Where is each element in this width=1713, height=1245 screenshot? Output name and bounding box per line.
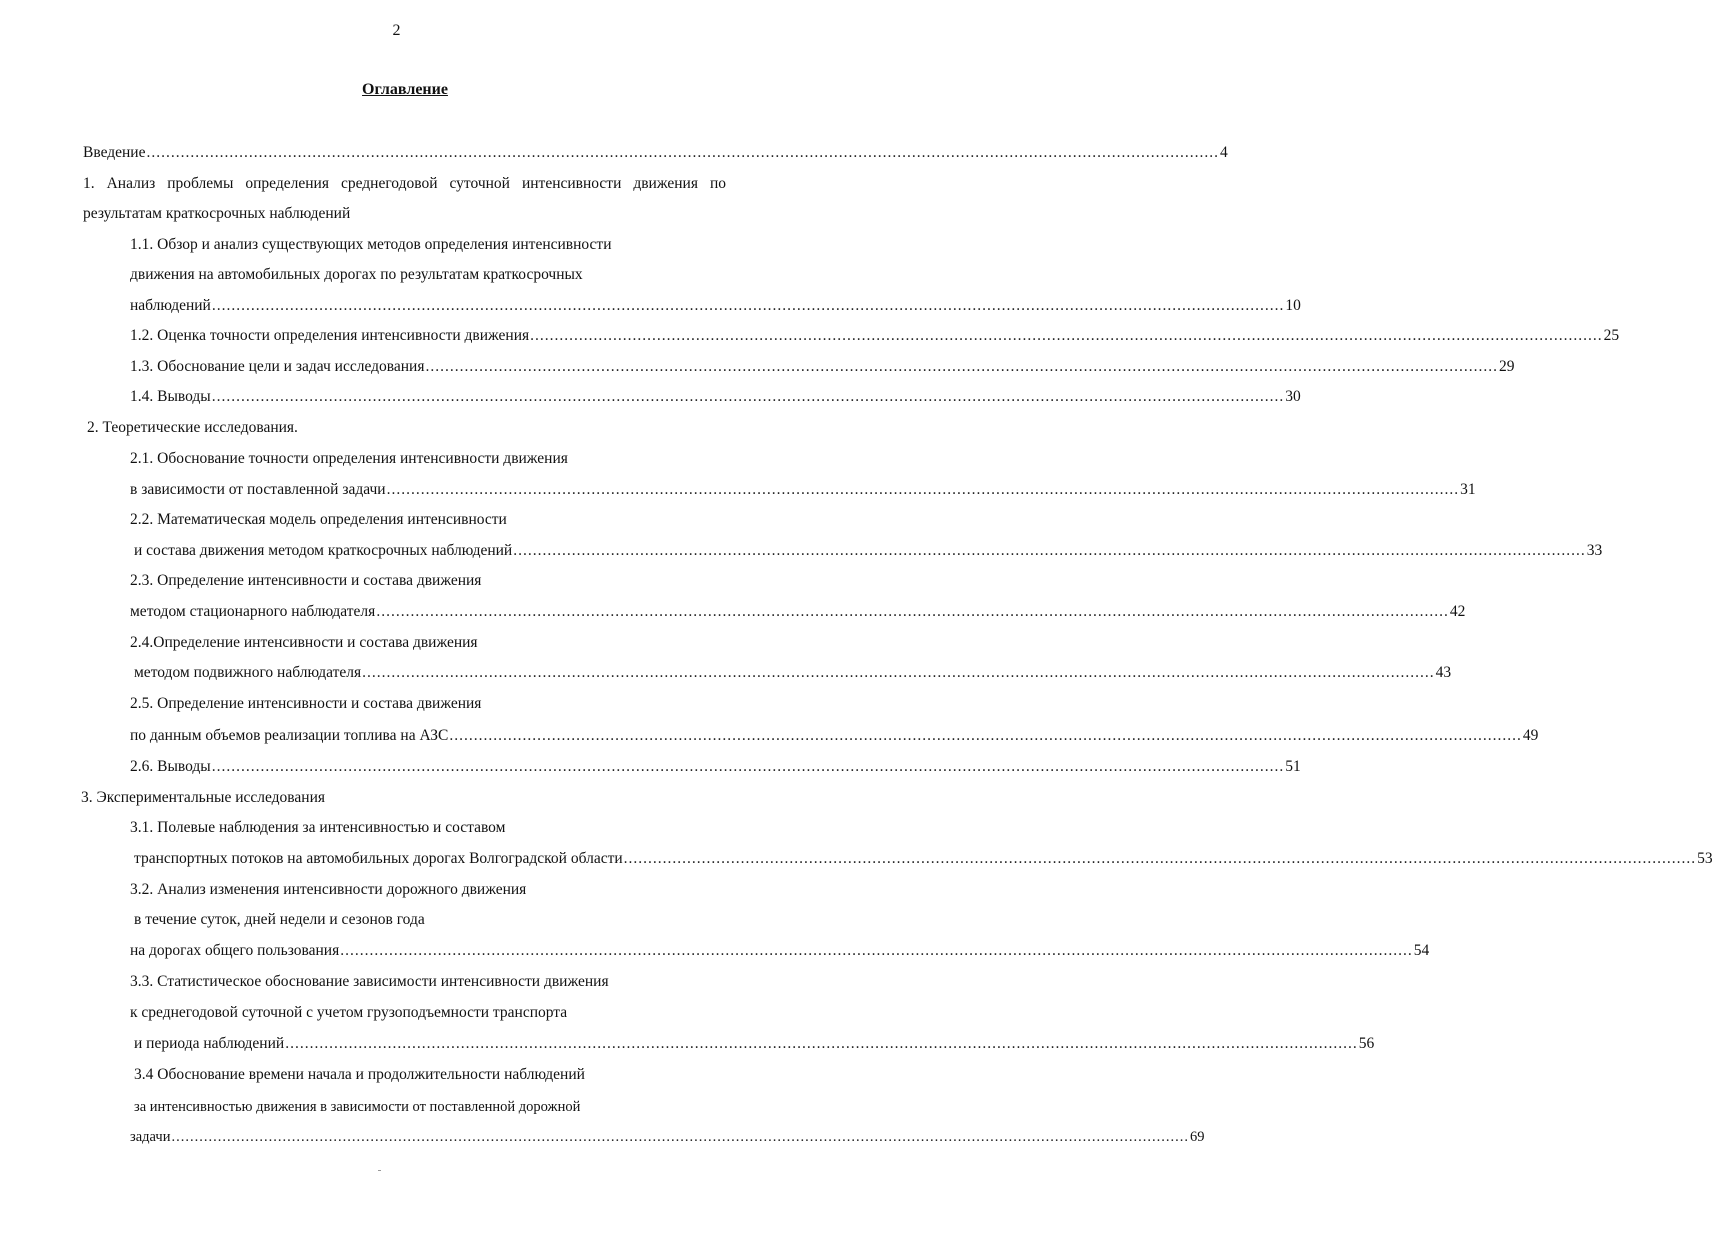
toc-section-3-4[interactable] [130, 1126, 1205, 1148]
scan-speck [378, 1170, 381, 1171]
toc-section-3-4-line1[interactable]: 3.4 Обоснование времени начала и продолжительности наблюдений [134, 1066, 585, 1083]
toc-section-3-1-line1[interactable]: 3.1. Полевые наблюдения за интенсивностью и составом [130, 819, 506, 836]
toc-section-1-4[interactable] [130, 386, 1301, 408]
toc-entry-label: на дорогах общего пользования [130, 942, 340, 959]
toc-section-2-5-line1[interactable]: 2.5. Определение интенсивности и состава движения [130, 695, 482, 712]
toc-section-3-3-line1[interactable]: 3.3. Статистическое обоснование зависимости интенсивности движения [130, 973, 609, 990]
toc-section-1-3[interactable] [130, 356, 1515, 378]
toc-section-2-1[interactable] [130, 479, 1476, 501]
toc-entry-label: методом стационарного наблюдателя [130, 603, 376, 620]
toc-entry-intro[interactable] [83, 142, 1228, 164]
page-number: 2 [392, 22, 401, 39]
toc-entry-page: 4 [1219, 144, 1228, 161]
toc-chapter-1-title[interactable]: 1. Анализ проблемы определения среднегодовой суточной интенсивности движения по [83, 175, 726, 192]
toc-entry-label: методом подвижного наблюдателя [134, 664, 362, 681]
dot-leader: ............................................................................................................................................................................................................................ [146, 144, 1219, 161]
toc-section-3-2-line2[interactable]: в течение суток, дней недели и сезонов года [134, 911, 425, 928]
dot-leader: ............................................................................................................................................................................................................................ [362, 664, 1435, 681]
toc-section-2-5[interactable] [130, 725, 1539, 747]
toc-entry-label: 1.3. Обоснование цели и задач исследования [130, 358, 425, 375]
dot-leader: ............................................................................................................................................................................................................................ [623, 850, 1697, 867]
toc-section-1-1[interactable] [130, 295, 1301, 317]
toc-section-2-1-line1[interactable]: 2.1. Обоснование точности определения интенсивности движения [130, 450, 568, 467]
toc-entry-page: 31 [1460, 481, 1476, 498]
toc-section-3-2-line1[interactable]: 3.2. Анализ изменения интенсивности дорожного движения [130, 881, 527, 898]
toc-section-1-1-line1[interactable]: 1.1. Обзор и анализ существующих методов определения интенсивности [130, 236, 612, 253]
toc-entry-label: 2.6. Выводы [130, 758, 211, 775]
toc-entry-page: 43 [1435, 664, 1452, 681]
toc-entry-page: 54 [1413, 942, 1430, 959]
toc-section-2-2-line1[interactable]: 2.2. Математическая модель определения интенсивности [130, 511, 507, 528]
toc-section-3-4-line2[interactable]: за интенсивностью движения в зависимости от поставленной дорожной [134, 1099, 581, 1115]
toc-entry-page: 29 [1499, 358, 1515, 375]
toc-section-2-6[interactable] [130, 756, 1301, 778]
toc-entry-label: наблюдений [130, 297, 211, 314]
toc-section-2-2[interactable] [134, 540, 1603, 562]
dot-leader: ............................................................................................................................................................................................................................ [513, 542, 1586, 559]
toc-section-2-4[interactable] [134, 662, 1452, 684]
dot-leader: ............................................................................................................................................................................................................................ [211, 297, 1285, 314]
toc-entry-page: 69 [1189, 1129, 1205, 1145]
toc-section-3-2[interactable] [130, 940, 1430, 962]
toc-entry-page: 30 [1285, 388, 1301, 405]
toc-section-1-2[interactable] [130, 325, 1620, 347]
toc-chapter-1-title-cont[interactable]: результатам краткосрочных наблюдений [83, 205, 351, 222]
toc-section-2-4-line1[interactable]: 2.4.Определение интенсивности и состава движения [130, 634, 478, 651]
toc-chapter-3-title[interactable]: 3. Экспериментальные исследования [81, 789, 326, 806]
toc-entry-page: 42 [1449, 603, 1466, 620]
toc-section-2-3-line1[interactable]: 2.3. Определение интенсивности и состава движения [130, 572, 482, 589]
toc-entry-label: по данным объемов реализации топлива на АЗС [130, 727, 449, 744]
toc-entry-label: в зависимости от поставленной задачи [130, 481, 386, 498]
dot-leader: ............................................................................................................................................................................................................................ [285, 1035, 1358, 1052]
toc-section-2-3[interactable] [130, 601, 1466, 623]
dot-leader: ............................................................................................................................................................................................................................ [376, 603, 1449, 620]
toc-entry-label: 1.4. Выводы [130, 388, 211, 405]
toc-entry-label: транспортных потоков на автомобильных дорогах Волгоградской области [134, 850, 623, 867]
toc-title: Оглавление [362, 81, 448, 98]
dot-leader: ............................................................................................................................................................................................................................ [449, 727, 1522, 744]
toc-section-3-3-line2[interactable]: к среднегодовой суточной с учетом грузоподъемности транспорта [130, 1004, 568, 1021]
dot-leader: ............................................................................................................................................................................................................................ [530, 327, 1603, 344]
toc-entry-page: 56 [1358, 1035, 1375, 1052]
dot-leader: ............................................................................................................................................................................................................................ [386, 481, 1460, 498]
dot-leader: ............................................................................................................................................................................................................................ [340, 942, 1413, 959]
toc-entry-page: 10 [1285, 297, 1301, 314]
dot-leader: ............................................................................................................................................................................................................................ [211, 758, 1285, 775]
toc-chapter-2-title[interactable]: 2. Теоретические исследования. [87, 419, 298, 436]
toc-section-1-1-line2[interactable]: движения на автомобильных дорогах по результатам краткосрочных [130, 266, 583, 283]
toc-section-3-1[interactable] [134, 848, 1713, 870]
dot-leader: ............................................................................................................................................................................................................................ [171, 1129, 1189, 1145]
toc-entry-label: и периода наблюдений [134, 1035, 285, 1052]
toc-section-3-3[interactable] [134, 1033, 1375, 1055]
toc-entry-page: 51 [1285, 758, 1301, 775]
toc-entry-label: Введение [83, 144, 146, 161]
dot-leader: ............................................................................................................................................................................................................................ [425, 358, 1498, 375]
toc-entry-label: задачи [130, 1129, 171, 1145]
toc-entry-page: 49 [1522, 727, 1539, 744]
toc-entry-label: 1.2. Оценка точности определения интенсивности движения [130, 327, 530, 344]
toc-entry-label: и состава движения методом краткосрочных наблюдений [134, 542, 513, 559]
toc-entry-page: 53 [1697, 850, 1713, 867]
dot-leader: ............................................................................................................................................................................................................................ [211, 388, 1285, 405]
toc-entry-page: 25 [1603, 327, 1620, 344]
toc-entry-page: 33 [1586, 542, 1603, 559]
